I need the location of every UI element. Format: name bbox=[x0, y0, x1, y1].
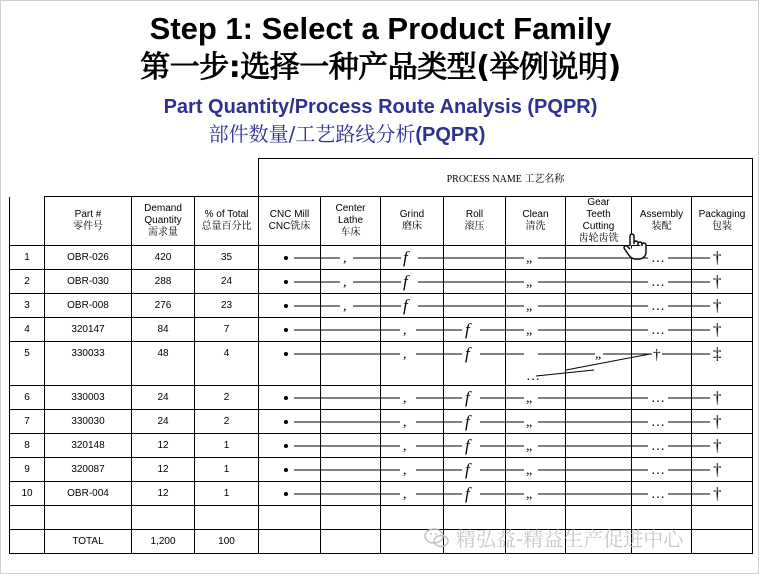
svg-text:†: † bbox=[713, 388, 722, 407]
row-part: OBR-008 bbox=[45, 294, 132, 318]
row-part: 320147 bbox=[45, 318, 132, 342]
row-demand: 12 bbox=[132, 434, 195, 458]
svg-text:‡: ‡ bbox=[713, 344, 722, 363]
svg-text:f: f bbox=[465, 344, 470, 363]
header-cnc: CNC Mill CNC铣床 bbox=[259, 197, 321, 246]
svg-text:…: … bbox=[651, 463, 665, 478]
svg-text:„: „ bbox=[526, 439, 533, 454]
row-num: 2 bbox=[10, 270, 45, 294]
svg-text:,: , bbox=[403, 463, 407, 478]
svg-text:,: , bbox=[403, 439, 407, 454]
row-pct: 7 bbox=[195, 318, 259, 342]
svg-text:†: † bbox=[713, 484, 722, 503]
svg-text:†: † bbox=[713, 272, 722, 291]
process-name-row bbox=[10, 159, 753, 197]
table-row bbox=[10, 410, 753, 434]
wechat-icon bbox=[424, 527, 450, 549]
svg-text:„: „ bbox=[526, 299, 533, 314]
svg-text:†: † bbox=[713, 460, 722, 479]
row-demand: 12 bbox=[132, 458, 195, 482]
row-demand: 24 bbox=[132, 410, 195, 434]
total-pct: 100 bbox=[195, 530, 259, 554]
row-part: 330030 bbox=[45, 410, 132, 434]
row-pct: 24 bbox=[195, 270, 259, 294]
table-row bbox=[10, 434, 753, 458]
row-num: 10 bbox=[10, 482, 45, 506]
svg-text:…: … bbox=[651, 391, 665, 406]
svg-text:…: … bbox=[651, 487, 665, 502]
svg-text:,: , bbox=[343, 299, 347, 314]
row-demand: 12 bbox=[132, 482, 195, 506]
row-part: OBR-004 bbox=[45, 482, 132, 506]
svg-text:,: , bbox=[343, 275, 347, 290]
slide-title-cn: 第一步:选择一种产品类型(举例说明) bbox=[140, 50, 621, 85]
svg-text:,: , bbox=[403, 415, 407, 430]
svg-text:,: , bbox=[343, 251, 347, 266]
header-packaging: Packaging 包装 bbox=[692, 197, 753, 246]
svg-text:f: f bbox=[465, 388, 470, 407]
header-demand: Demand Quantity 需求量 bbox=[132, 197, 195, 246]
svg-text:†: † bbox=[713, 248, 722, 267]
svg-text:,: , bbox=[403, 391, 407, 406]
svg-text:…: … bbox=[526, 369, 540, 384]
row-num: 4 bbox=[10, 318, 45, 342]
row-demand: 420 bbox=[132, 246, 195, 270]
slide-title: Step 1: Select a Product Family bbox=[149, 11, 612, 46]
row-num: 3 bbox=[10, 294, 45, 318]
pqpr-table bbox=[9, 158, 753, 554]
row-num: 7 bbox=[10, 410, 45, 434]
subtitle-cn-text: 部件数量/工艺路线分析 bbox=[208, 122, 416, 146]
row-pct: 4 bbox=[195, 342, 259, 386]
header-lathe: Center Lathe 车床 bbox=[321, 197, 381, 246]
svg-text:„: „ bbox=[595, 347, 602, 362]
svg-text:f: f bbox=[465, 484, 470, 503]
table-row bbox=[10, 270, 753, 294]
svg-text:f: f bbox=[465, 320, 470, 339]
row-num: 9 bbox=[10, 458, 45, 482]
watermark-text: 精弘益-精益生产促进中心 bbox=[456, 527, 684, 551]
table-row bbox=[10, 458, 753, 482]
table-row bbox=[10, 318, 753, 342]
svg-text:†: † bbox=[713, 320, 722, 339]
svg-text:„: „ bbox=[526, 251, 533, 266]
row-pct: 1 bbox=[195, 434, 259, 458]
svg-text:…: … bbox=[651, 439, 665, 454]
row-num: 8 bbox=[10, 434, 45, 458]
row-pct: 23 bbox=[195, 294, 259, 318]
svg-text:„: „ bbox=[526, 487, 533, 502]
slide-subtitle-cn bbox=[1, 121, 693, 148]
row-part: 330003 bbox=[45, 386, 132, 410]
svg-text:f: f bbox=[465, 460, 470, 479]
svg-text:†: † bbox=[713, 436, 722, 455]
row-pct: 2 bbox=[195, 410, 259, 434]
row-demand: 84 bbox=[132, 318, 195, 342]
row-num: 5 bbox=[10, 342, 45, 386]
header-num bbox=[10, 197, 45, 246]
table-row bbox=[10, 386, 753, 410]
row-num: 6 bbox=[10, 386, 45, 410]
row-pct: 35 bbox=[195, 246, 259, 270]
row-part: 320148 bbox=[45, 434, 132, 458]
svg-text:…: … bbox=[651, 323, 665, 338]
svg-text:†: † bbox=[713, 412, 722, 431]
process-name-header: PROCESS NAME 工艺名称 bbox=[259, 159, 753, 197]
svg-text:f: f bbox=[403, 272, 408, 291]
row-pct: 1 bbox=[195, 482, 259, 506]
svg-text:f: f bbox=[403, 248, 408, 267]
hand-pointer-icon bbox=[622, 232, 648, 260]
table-row bbox=[10, 342, 753, 386]
header-pct: % of Total 总量百分比 bbox=[195, 197, 259, 246]
svg-text:,: , bbox=[403, 347, 407, 362]
row-part: 330033 bbox=[45, 342, 132, 386]
svg-text:…: … bbox=[651, 299, 665, 314]
row-pct: 2 bbox=[195, 386, 259, 410]
header-gear: Gear Teeth Cutting 齿轮齿铣 bbox=[566, 197, 632, 246]
svg-text:,: , bbox=[403, 323, 407, 338]
subtitle-cn-abbr: (PQPR) bbox=[415, 124, 486, 146]
svg-text:†: † bbox=[713, 296, 722, 315]
row-part: OBR-026 bbox=[45, 246, 132, 270]
row-pct: 1 bbox=[195, 458, 259, 482]
row-part: 320087 bbox=[45, 458, 132, 482]
svg-text:f: f bbox=[465, 436, 470, 455]
svg-text:,: , bbox=[403, 487, 407, 502]
total-demand: 1,200 bbox=[132, 530, 195, 554]
watermark bbox=[424, 523, 683, 552]
slide-subtitle: Part Quantity/Process Route Analysis (PQPR) bbox=[163, 96, 598, 118]
svg-text:…: … bbox=[651, 415, 665, 430]
row-demand: 276 bbox=[132, 294, 195, 318]
svg-text:†: † bbox=[653, 347, 661, 363]
table-row bbox=[10, 482, 753, 506]
header-roll: Roll 滚压 bbox=[444, 197, 506, 246]
row-demand: 24 bbox=[132, 386, 195, 410]
svg-text:„: „ bbox=[526, 275, 533, 290]
svg-text:f: f bbox=[465, 412, 470, 431]
total-label: TOTAL bbox=[45, 530, 132, 554]
svg-text:„: „ bbox=[526, 323, 533, 338]
svg-text:f: f bbox=[403, 296, 408, 315]
header-clean: Clean 清洗 bbox=[506, 197, 566, 246]
svg-text:…: … bbox=[651, 251, 665, 266]
svg-text:„: „ bbox=[526, 415, 533, 430]
row-num: 1 bbox=[10, 246, 45, 270]
table-row bbox=[10, 294, 753, 318]
svg-text:…: … bbox=[651, 275, 665, 290]
svg-text:„: „ bbox=[526, 391, 533, 406]
svg-text:„: „ bbox=[526, 463, 533, 478]
row-demand: 48 bbox=[132, 342, 195, 386]
header-grind: Grind 磨床 bbox=[381, 197, 444, 246]
header-part: Part # 零件号 bbox=[45, 197, 132, 246]
row-part: OBR-030 bbox=[45, 270, 132, 294]
header-assembly: Assembly 装配 bbox=[632, 197, 692, 246]
row-demand: 288 bbox=[132, 270, 195, 294]
